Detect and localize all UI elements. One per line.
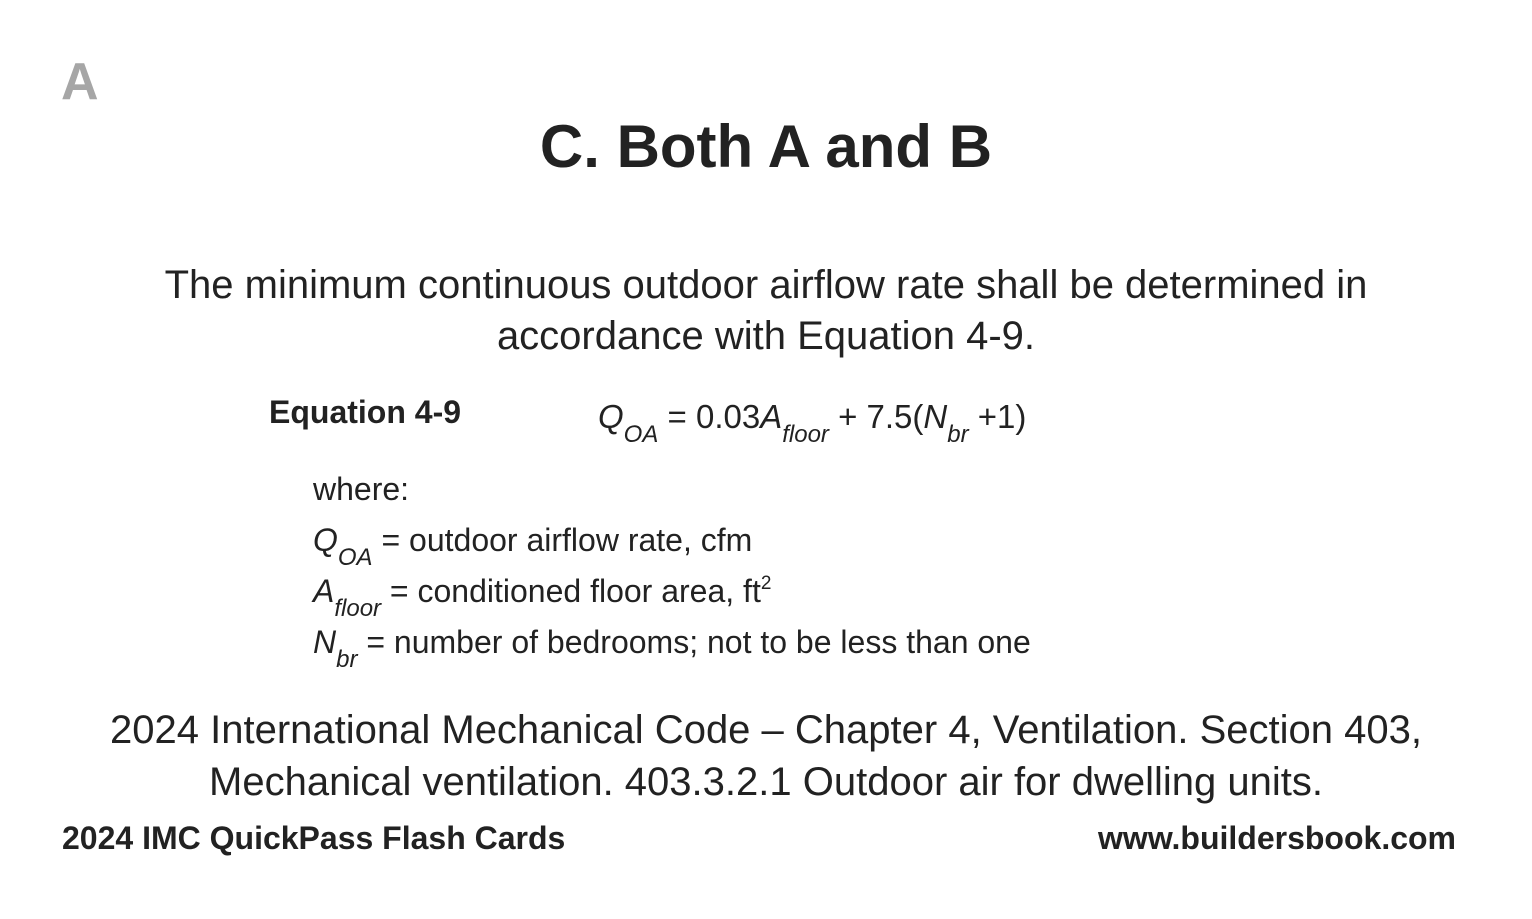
definition-symbol: N (313, 624, 337, 660)
definition-item (313, 566, 1031, 622)
definition-symbol: A (313, 573, 335, 609)
footer-title: 2024 IMC QuickPass Flash Cards (62, 820, 566, 856)
eq-tail: +1) (968, 398, 1027, 435)
eq-a-symbol: A (760, 398, 783, 435)
eq-plus-coef: + 7.5( (828, 398, 924, 435)
answer-heading: C. Both A and B (539, 113, 993, 180)
definition-item (313, 515, 1031, 571)
definition-text: = number of bedrooms; not to be less than one (357, 624, 1031, 660)
definition-symbol: Q (313, 522, 338, 558)
code-citation: 2024 International Mechanical Code – Chapter 4, Ventilation. Section 403, Mechanical ventilation. 403.3.2.1 Outdoor air for dwelling units. (110, 708, 1422, 804)
eq-equals-coef: = 0.03 (658, 398, 761, 435)
eq-n-subscript: br (947, 421, 969, 448)
equation-formula (598, 398, 1027, 448)
definition-subscript: OA (337, 544, 373, 571)
eq-q-symbol: Q (598, 398, 624, 435)
eq-n-symbol: N (923, 398, 948, 435)
footer-url: www.buildersbook.com (1098, 820, 1456, 856)
definition-superscript: 2 (760, 573, 772, 594)
card-side-letter: A (61, 53, 99, 111)
eq-a-subscript: floor (782, 421, 829, 448)
definitions-block (313, 464, 1031, 673)
definition-text: = conditioned floor area, ft (381, 573, 761, 609)
explanation-text: The minimum continuous outdoor airflow rate shall be determined in accordance with Equation 4-9. (164, 263, 1368, 358)
definition-subscript: floor (334, 595, 382, 622)
definition-text: = outdoor airflow rate, cfm (372, 522, 753, 558)
definition-item (313, 617, 1031, 673)
definitions-where: where: (313, 471, 410, 507)
eq-q-subscript: OA (623, 421, 659, 448)
equation-label: Equation 4-9 (269, 394, 462, 430)
definition-subscript: br (336, 646, 358, 673)
